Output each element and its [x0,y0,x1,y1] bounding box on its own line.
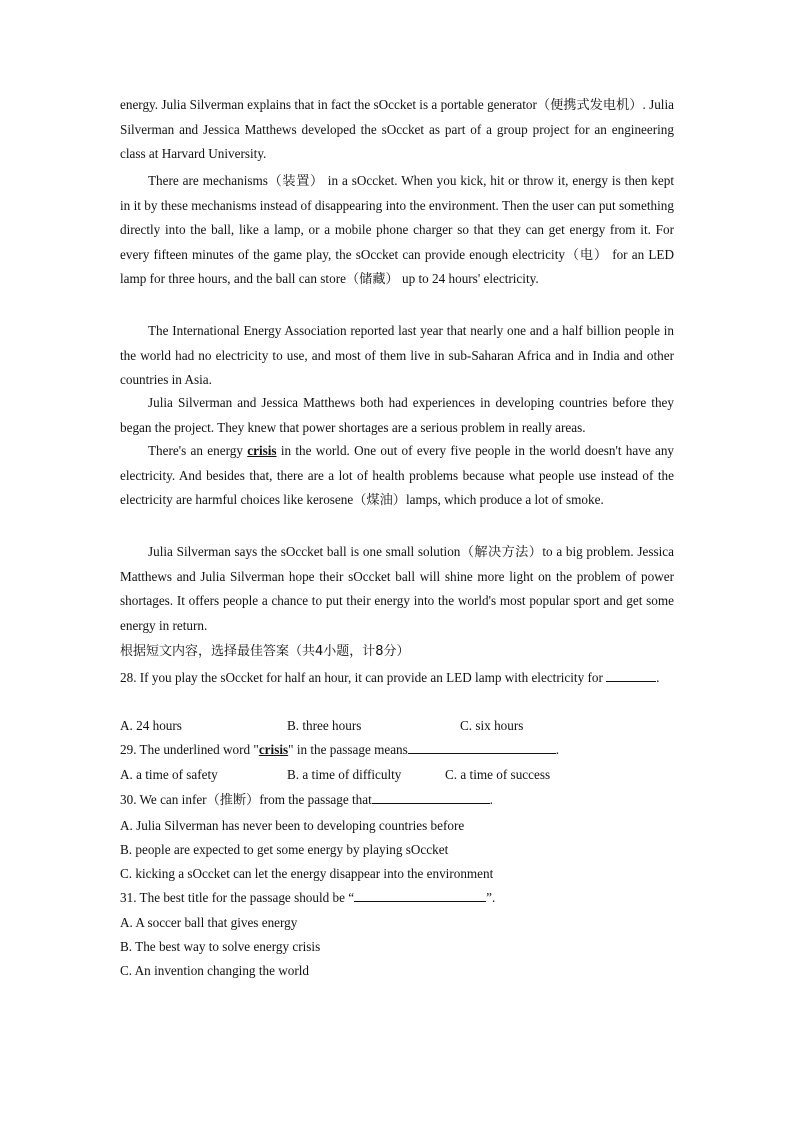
underlined-word: crisis [258,742,289,757]
passage-paragraph-3 [120,319,674,393]
answer-blank [606,669,656,682]
option-b: B. people are expected to get some energy by playing sOccket [120,842,449,857]
option-a: A. A soccer ball that gives energy [120,915,298,930]
question-tail: . [489,792,494,807]
option-c: C. An invention changing the world [120,963,309,978]
passage-paragraph-4 [120,391,674,440]
answer-blank [372,791,490,804]
question-tail: . [656,670,660,685]
question-29 [120,740,674,760]
question-stem: 29. The underlined word " [120,742,259,757]
option-a: A. Julia Silverman has never been to developing countries before [120,818,465,833]
option-c: C. kicking a sOccket can let the energy disappear into the environment [120,866,494,881]
question-stem: 31. The best title for the passage should be “ [120,890,355,905]
question-28 [120,666,674,690]
option-c: C. a time of success [445,767,551,782]
answer-blank [354,889,486,902]
section-instructions: 根据短文内容，选择最佳答案（共4小题，计8分） [120,644,410,659]
passage-paragraph-2 [120,169,674,292]
question-31 [120,888,674,908]
passage-text: Julia Silverman says the sOccket ball is one small solution（解决方法）to a big problem. Jessica Matthews and Julia Silverman hope their sOccket ball will shine more light on the problem of power shortages. It offers people a chance to put their energy into the world's most popular sport and get some energy in return. [120,544,674,633]
passage-text: energy. Julia Silverman explains that in fact the sOccket is a portable generator（便携式发电机）. Julia Silverman and Jessica Matthews developed the sOccket as part of a group project for an engineering class at Harvard University. [120,97,674,162]
question-stem: 30. We can infer（推断）from the passage that [120,792,372,807]
option-b: B. a time of difficulty [287,767,402,782]
question-tail: . [555,742,560,757]
passage-paragraph-1 [120,93,674,167]
question-stem: 28. If you play the sOccket for half an hour, it can provide an LED lamp with electricity for [120,670,603,685]
question-stem: " in the passage means [288,742,408,757]
passage-text: Julia Silverman and Jessica Matthews both had experiences in developing countries before they began the project. They knew that power shortages are a serious problem in really areas. [120,395,674,435]
passage-text: There are mechanisms（装置） in a sOccket. When you kick, hit or throw it, energy is then kept in it by these mechanisms instead of disappearing into the environment. Then the user can put something directly into the ball, like a lamp, or a mobile phone charger so that they can get energy from it. For every fifteen minutes of the game play, the sOccket can provide enough electricity（电） for an LED lamp for three hours, and the ball can store（储藏） up to 24 hours' electricity. [120,173,674,287]
question-30 [120,790,674,810]
option-a: A. 24 hours [120,718,182,733]
passage-text: There's an energy [148,443,248,458]
option-a: A. a time of safety [120,767,218,782]
option-c: C. six hours [460,718,524,733]
underlined-word: crisis [247,443,277,458]
option-b: B. The best way to solve energy crisis [120,939,321,954]
option-b: B. three hours [287,718,362,733]
question-tail: ”. [486,890,496,905]
answer-blank [408,741,556,754]
passage-paragraph-5 [120,439,674,513]
passage-text: The International Energy Association reported last year that nearly one and a half billion people in the world had no electricity to use, and most of them live in sub-Saharan Africa and in India and other countries in Asia. [120,323,674,388]
passage-paragraph-6 [120,540,674,638]
passage-text: in the world. One out of every five people in the world doesn't have any electricity. And besides that, there are a lot of health problems because what people use instead of the electricity are harmful choices like kerosene（煤油）lamps, which produce a lot of smoke. [120,443,675,508]
